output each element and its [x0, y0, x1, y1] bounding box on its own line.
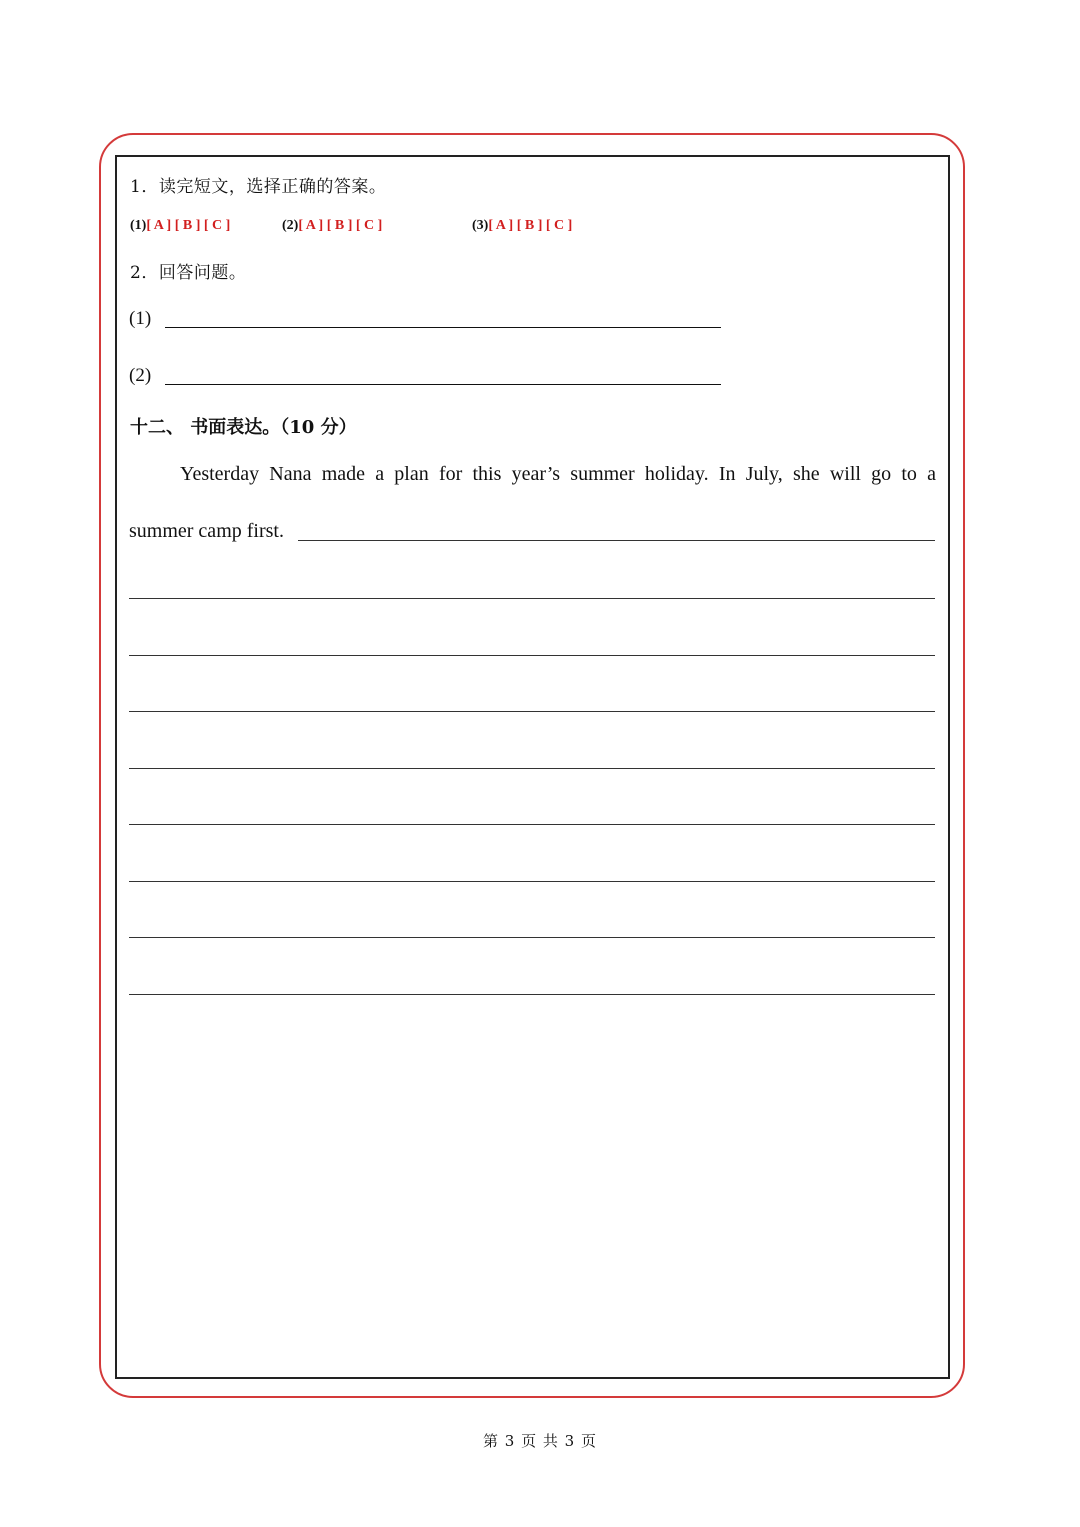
- answer-line-2: [165, 384, 721, 385]
- writing-line: [129, 655, 935, 656]
- choice-number: (2): [282, 218, 299, 233]
- inner-border-frame: [115, 155, 950, 1379]
- answer-choice-group-2: [282, 218, 382, 234]
- choice-options: [ A ] [ B ] [ C ]: [488, 218, 573, 233]
- writing-line: [129, 768, 935, 769]
- writing-line: [129, 824, 935, 825]
- writing-prompt-line-1: Yesterday Nana made a plan for this year’s summer holiday. In July, she will go to a: [180, 463, 936, 485]
- writing-section-title: 十二、 书面表达。（10 分）: [130, 417, 357, 438]
- writing-line: [129, 711, 935, 712]
- writing-line: [129, 598, 935, 599]
- writing-line: [129, 994, 935, 995]
- writing-line-first: [298, 540, 935, 541]
- writing-line: [129, 881, 935, 882]
- page-number-footer: 第 3 页 共 3 页: [483, 1432, 597, 1450]
- choice-number: (1): [130, 218, 147, 233]
- reading-question-heading: 1．读完短文，选择正确的答案。: [130, 177, 387, 197]
- answer-label-1: (1): [129, 308, 152, 329]
- answer-questions-heading: 2．回答问题。: [130, 263, 247, 283]
- choice-options: [ A ] [ B ] [ C ]: [146, 218, 231, 233]
- writing-line: [129, 937, 935, 938]
- answer-choice-group-3: [472, 218, 572, 234]
- answer-label-2: (2): [129, 365, 152, 386]
- choice-number: (3): [472, 218, 489, 233]
- answer-line-1: [165, 327, 721, 328]
- writing-prompt-line-2: summer camp first.: [129, 520, 284, 542]
- choice-options: [ A ] [ B ] [ C ]: [298, 218, 383, 233]
- answer-choice-group-1: [130, 218, 230, 234]
